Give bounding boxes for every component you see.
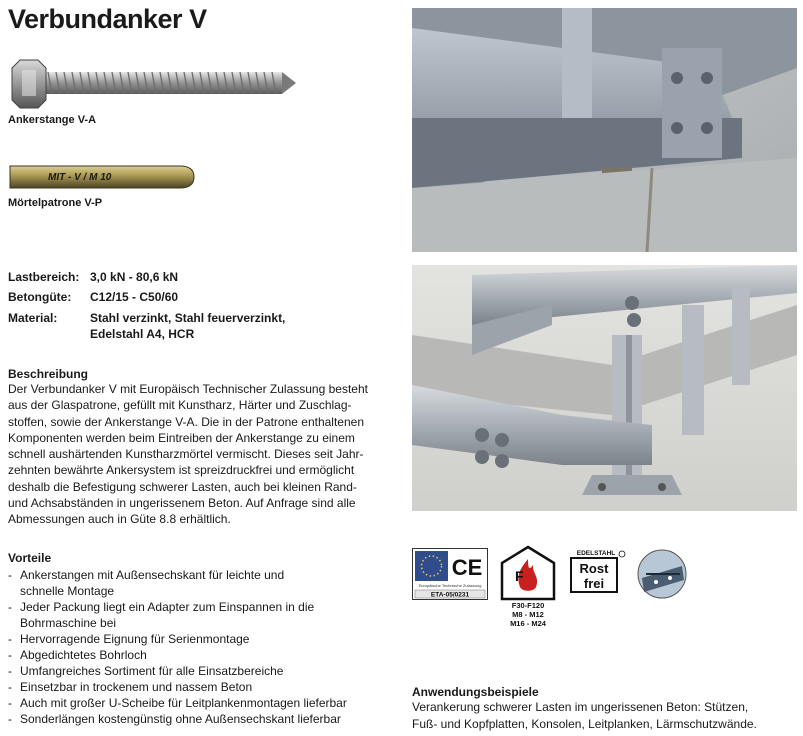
description-line: stoffen, sowie der Ankerstange V-A. Die in der Patrone enthaltenen <box>8 414 365 429</box>
description-line: deshalb die Befestigung schwerer Lasten, auch bei kleinen Rand- <box>8 479 357 494</box>
frei-text: frei <box>583 576 605 591</box>
list-item: - Ankerstangen mit Außensechskant für leichte und schnelle Montage <box>8 567 398 599</box>
spec-label: Material: <box>8 311 58 325</box>
eta-code: ETA-05/0231 <box>430 591 470 599</box>
rostfrei-logo <box>568 548 626 596</box>
ce-mark: CE <box>451 555 483 580</box>
spec-value-continued: Edelstahl A4, HCR <box>90 327 195 341</box>
list-item: - Einsetzbar in trockenem und nassem Beton <box>8 679 398 695</box>
fire-size-text: M8 - M12 <box>512 610 544 619</box>
mortar-cartridge-image <box>8 162 196 192</box>
list-item: - Sonderlängen kostengünstig ohne Außensechskant lieferbar <box>8 711 398 727</box>
cartridge-label: MIT - V / M 10 <box>48 172 112 183</box>
anchor-rod-image <box>8 58 298 112</box>
spec-label: Betongüte: <box>8 290 72 304</box>
fire-rating-icon <box>500 545 556 627</box>
applications-text <box>412 699 798 733</box>
spec-value: 3,0 kN - 80,6 kN <box>90 270 179 284</box>
description-line: schnell aushärtenden Kunstharzmörtel vermischt. Dieses seit Jahr- <box>8 447 364 462</box>
rost-text: Rost <box>579 561 609 576</box>
applications-line: Fuß- und Kopfplatten, Konsolen, Leitplanken, Lärmschutzwände. <box>412 717 757 731</box>
description-line: aus der Glaspatrone, gefüllt mit Kunstharz, Härter und Zuschlag- <box>8 398 352 413</box>
list-item: - Abgedichtetes Bohrloch <box>8 647 398 663</box>
description-line: Abmessungen auch in Güte 8.8 erhältlich. <box>8 512 231 527</box>
advantages-title: Vorteile <box>8 551 52 565</box>
edelstahl-text: EDELSTAHL <box>576 550 616 557</box>
spec-label: Lastbereich: <box>8 270 80 284</box>
mortar-cartridge-caption: Mörtelpatrone V-P <box>8 197 103 209</box>
description-line: Komponenten werden beim Eintreiben der Ankerstange zu einem <box>8 430 355 445</box>
description-line: Der Verbundanker V mit Europäisch Technischer Zulassung besteht <box>8 382 368 396</box>
fire-size-text: M16 - M24 <box>510 619 546 627</box>
anchor-rod-caption: Ankerstange V-A <box>8 114 97 126</box>
applications-title: Anwendungsbeispiele <box>412 685 539 699</box>
eta-small-text: Europäische Technische Zulassung <box>418 583 482 588</box>
description-text <box>8 381 392 528</box>
svg-text:F: F <box>515 568 524 584</box>
application-photo-bracket <box>412 8 797 252</box>
spec-value: Stahl verzinkt, Stahl feuerverzinkt, <box>90 311 286 325</box>
description-title: Beschreibung <box>8 367 89 381</box>
list-item: - Hervorragende Eignung für Serienmontage <box>8 631 398 647</box>
spec-value: C12/15 - C50/60 <box>90 290 179 304</box>
list-item: - Umfangreiches Sortiment für alle Einsatzbereiche <box>8 663 398 679</box>
description-line: zehnten bewährte Ankersystem ist spreizdruckfrei und ermöglicht <box>8 463 355 478</box>
description-line: und Achsabständen in ungerissenem Beton. Auf Anfrage sind alle <box>8 496 356 511</box>
list-item: - Auch mit großer U-Scheibe für Leitplankenmontagen lieferbar <box>8 695 398 711</box>
fire-rating-text: F30-F120 <box>511 601 545 610</box>
concrete-application-icon <box>636 548 688 600</box>
eta-ce-logo <box>412 548 488 600</box>
advantages-list <box>8 567 398 727</box>
page-title: Verbundanker V <box>8 4 207 34</box>
list-item: - Jeder Packung liegt ein Adapter zum Einspannen in die Bohrmaschine bei <box>8 599 398 631</box>
application-photo-guardrail <box>412 265 797 511</box>
applications-line: Verankerung schwerer Lasten im ungerissenen Beton: Stützen, <box>412 700 749 714</box>
